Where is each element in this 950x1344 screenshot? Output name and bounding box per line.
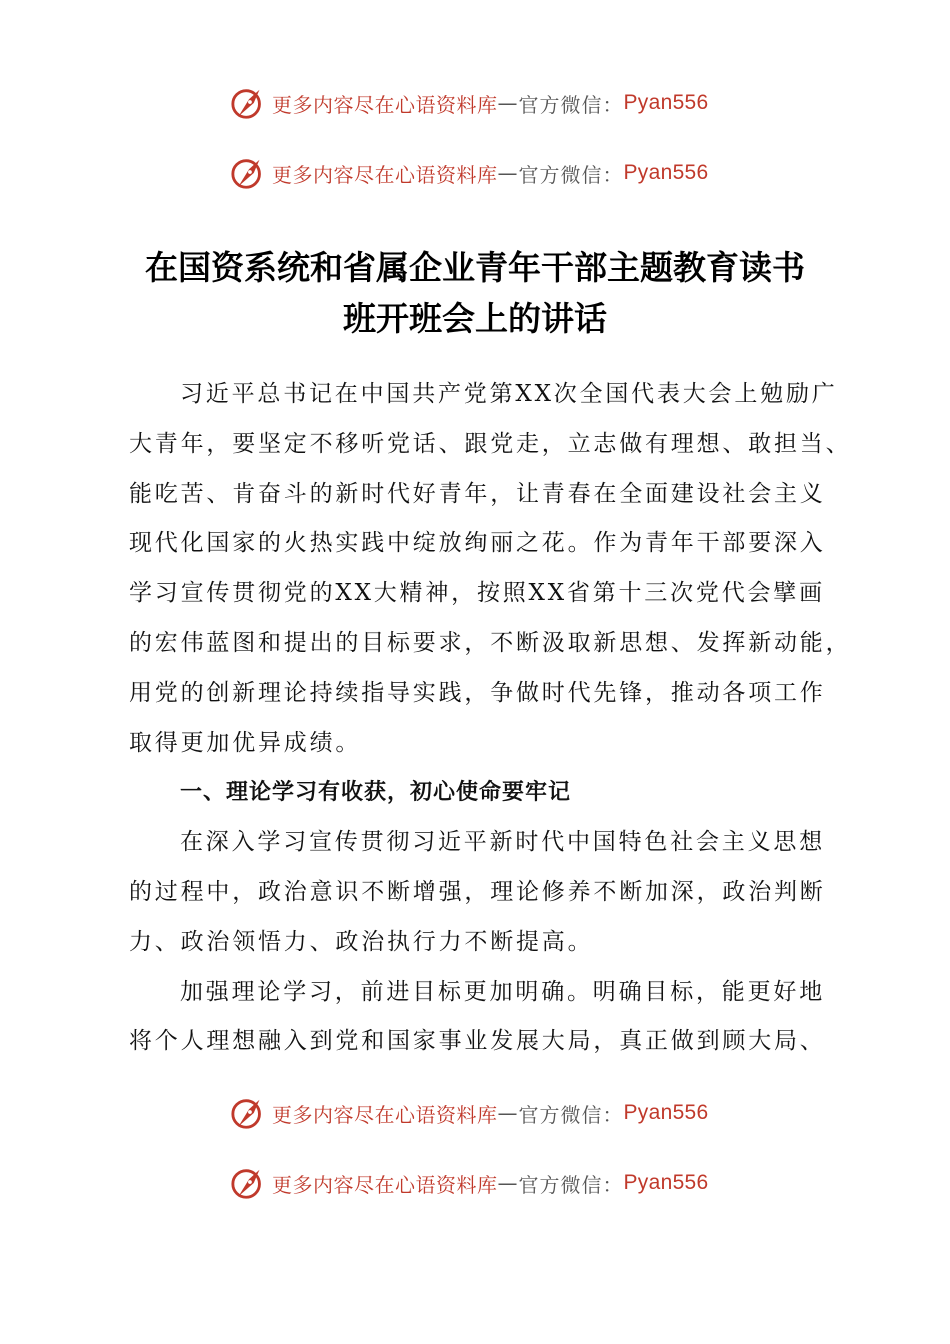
watermark-wechat-label: 官方微信： (518, 1102, 624, 1127)
pen-nib-logo-icon (230, 1164, 268, 1202)
text-line: 能吃苦、肯奋斗的新时代好青年，让青春在全面建设社会主义 (129, 480, 826, 507)
text-line: 将个人理想融入到党和国家事业发展大局，真正做到顾大局、 (129, 1028, 826, 1055)
watermark-dash: — (497, 91, 519, 115)
watermark-handle: Pyan556 (623, 161, 709, 184)
text-line: 大青年，要坚定不移听党话、跟党走，立志做有理想、敢担当、 (129, 430, 852, 457)
pen-nib-logo-icon (230, 1094, 268, 1132)
document-body (129, 370, 852, 1067)
text-line: 的过程中，政治意识不断增强，理论修养不断加深，政治判断 (129, 878, 826, 905)
text-line: 力、政治领悟力、政治执行力不断提高。 (129, 928, 594, 955)
watermark-dash: — (497, 1101, 519, 1125)
text-line: 学习宣传贯彻党的XX大精神，按照XX省第十三次党代会擘画 (129, 580, 825, 607)
watermark-wechat-label: 官方微信： (518, 92, 624, 117)
paragraph (129, 968, 829, 1068)
text-line: 习近平总书记在中国共产党第XX次全国代表大会上勉励广 (180, 381, 838, 407)
watermark-handle: Pyan556 (623, 1101, 709, 1124)
paragraph-intro (129, 370, 852, 768)
pen-nib-logo-icon (230, 154, 268, 192)
watermark-wechat-label: 官方微信： (518, 1172, 624, 1197)
text-line: 加强理论学习，前进目标更加明确。明确目标，能更好地 (180, 978, 825, 1005)
text-line: 取得更加优异成绩。 (129, 729, 362, 756)
text-line: 在深入学习宣传贯彻习近平新时代中国特色社会主义思想 (180, 829, 825, 856)
watermark-banner (230, 1093, 709, 1133)
watermark-text: 更多内容尽在心语资料库 (272, 1172, 498, 1197)
section-heading: 一、理论学习有收获，初心使命要牢记 (180, 780, 572, 806)
text-line: 用党的创新理论持续指导实践，争做时代先锋，推动各项工作 (129, 679, 826, 706)
watermark-banner (230, 83, 709, 123)
document-title (100, 242, 850, 344)
watermark-handle: Pyan556 (623, 1171, 709, 1194)
watermark-text: 更多内容尽在心语资料库 (272, 1102, 498, 1127)
watermark-text: 更多内容尽在心语资料库 (272, 92, 498, 117)
watermark-handle: Pyan556 (623, 91, 709, 114)
text-line: 现代化国家的火热实践中绽放绚丽之花。作为青年干部要深入 (129, 530, 826, 557)
pen-nib-logo-icon (230, 84, 268, 122)
watermark-banner (230, 1163, 709, 1203)
text-line: 的宏伟蓝图和提出的目标要求，不断汲取新思想、发挥新动能， (129, 629, 852, 656)
watermark-banner (230, 153, 709, 193)
title-line-1: 在国资系统和省属企业青年干部主题教育读书 (145, 248, 805, 287)
watermark-dash: — (497, 1171, 519, 1195)
watermark-dash: — (497, 161, 519, 185)
title-line-2: 班开班会上的讲话 (343, 299, 607, 338)
paragraph (129, 818, 829, 967)
watermark-text: 更多内容尽在心语资料库 (272, 162, 498, 187)
watermark-wechat-label: 官方微信： (518, 162, 624, 187)
